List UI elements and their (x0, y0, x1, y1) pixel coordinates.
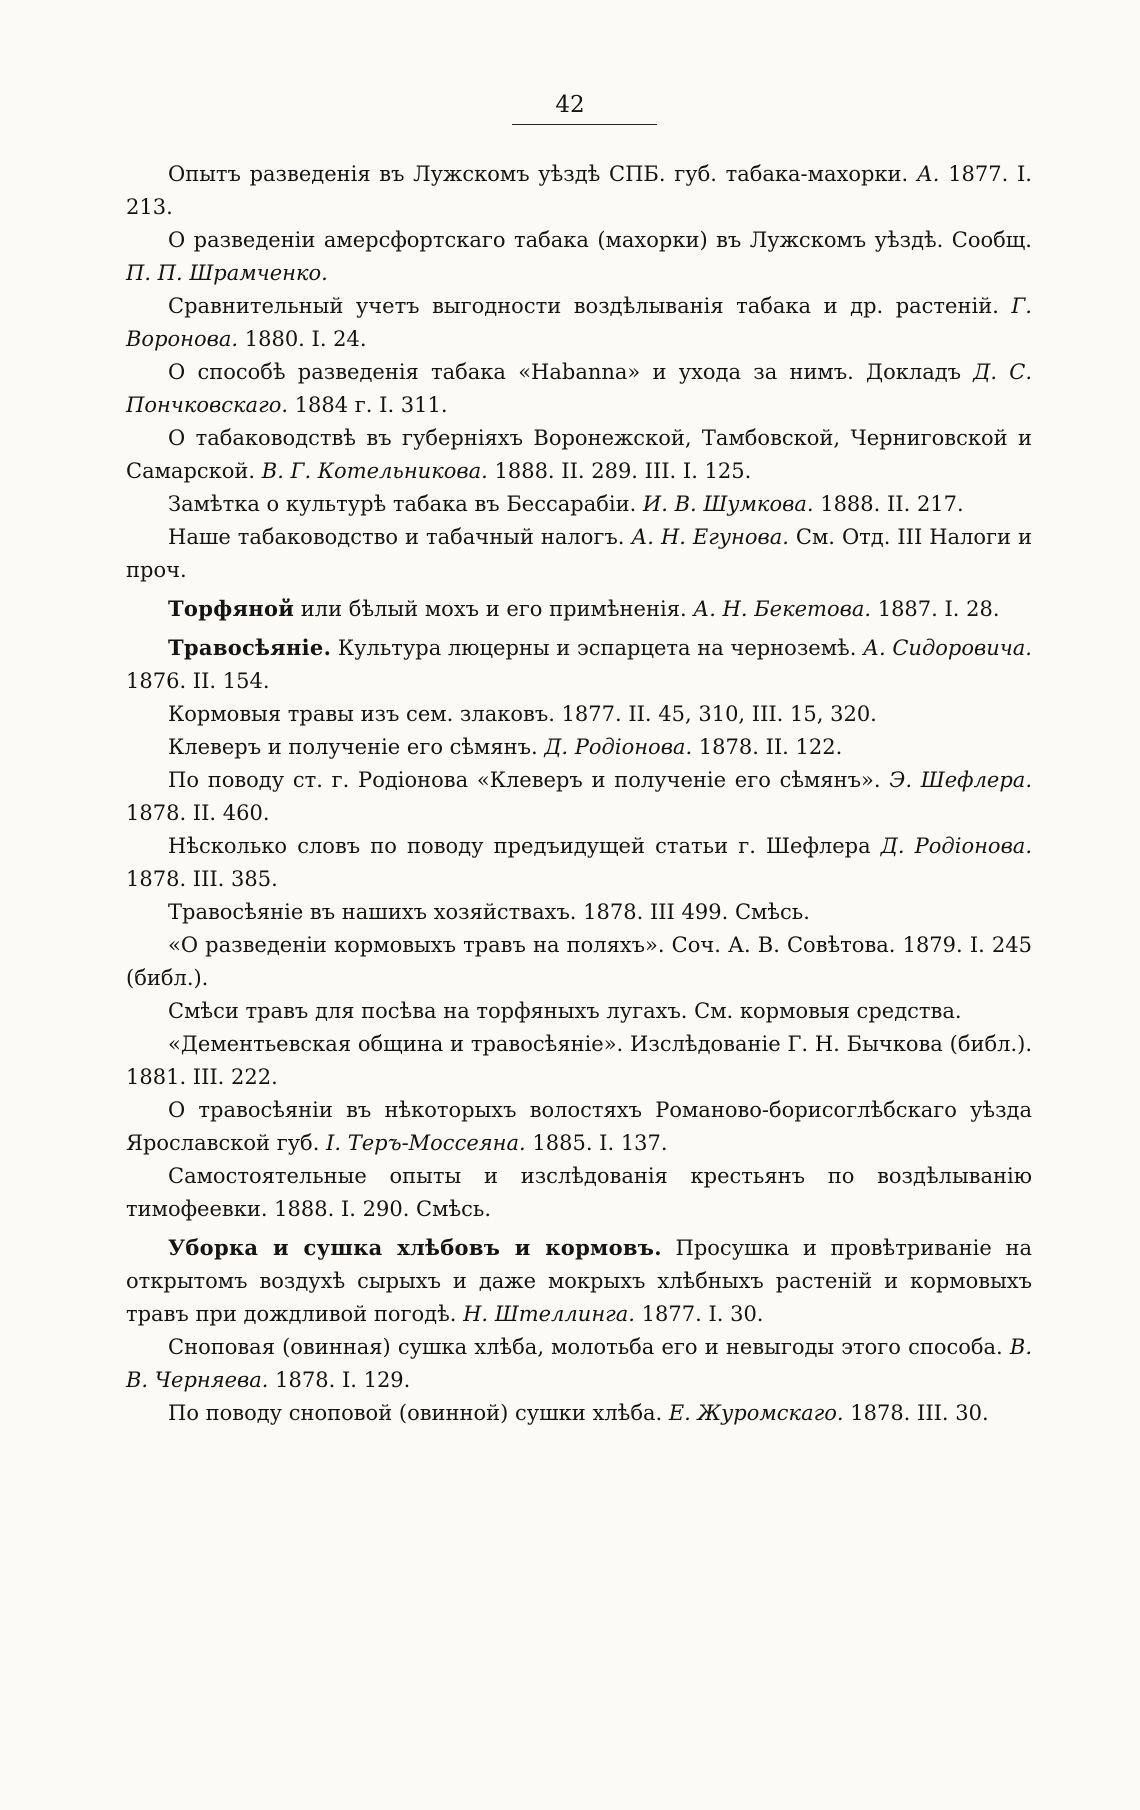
entry: О разведеніи амерсфортскаго табака (махорки) въ Лужскомъ уѣздѣ. Сообщ. П. П. Шрамченко. (126, 228, 1032, 285)
entry: О способѣ разведенія табака «Habanna» и ухода за нимъ. Докладъ Д. С. Пончковскаго. 1884 г. I. 311. (126, 360, 1032, 417)
entry: «О разведеніи кормовыхъ травъ на поляхъ». Соч. А. В. Совѣтова. 1879. I. 245 (библ.). (126, 933, 1032, 990)
section-heading: Травосѣяніе. (168, 635, 332, 660)
section-heading: Торфяной (168, 596, 295, 621)
entry: Наше табаководство и табачный налогъ. А. Н. Егунова. См. Отд. III Налоги и проч. (126, 525, 1032, 582)
entry: По поводу ст. г. Родіонова «Клеверъ и полученіе его сѣмянъ». Э. Шефлера. 1878. II. 460. (126, 768, 1033, 825)
entry: Кормовыя травы изъ сем. злаковъ. 1877. II. 45, 310, III. 15, 320. (168, 702, 877, 726)
entry-heading-section: Уборка и сушка хлѣбовъ и кормовъ. Просушка и провѣтриваніе на открытомъ воздухѣ сырыхъ и даже мокрыхъ хлѣбныхъ растеній и кормовыхъ травъ при дождливой погодѣ. Н. Штеллинга. 1877. I. 30. (126, 1235, 1032, 1326)
entry: Замѣтка о культурѣ табака въ Бессарабіи. И. В. Шумкова. 1888. II. 217. (168, 492, 964, 516)
entry: По поводу сноповой (овинной) сушки хлѣба. Е. Журомскаго. 1878. III. 30. (168, 1401, 989, 1425)
entry-heading-section: Травосѣяніе. Культура люцерны и эспарцета на черноземѣ. А. Сидоровича. 1876. II. 154. (126, 635, 1032, 693)
page-number: 42 (555, 92, 585, 118)
entry: «Дементьевская община и травосѣяніе». Изслѣдованіе Г. Н. Бычкова (библ.). 1881. III. 222. (126, 1032, 1032, 1089)
entry: О табаководствѣ въ губерніяхъ Воронежской, Тамбовской, Черниговской и Самарской. В. Г. Котельникова. 1888. II. 289. III. I. 125. (126, 426, 1032, 483)
entry: Сноповая (овинная) сушка хлѣба, молотьба его и невыгоды этого способа. В. В. Черняева. 1878. I. 129. (126, 1335, 1032, 1392)
bibliography-text (126, 158, 1032, 1430)
entry-heading-section: Торфяной или бѣлый мохъ и его примѣненія. А. Н. Бекетова. 1887. I. 28. (168, 596, 1000, 621)
entry: Клеверъ и полученіе его сѣмянъ. Д. Родіонова. 1878. II. 122. (168, 735, 843, 759)
section-heading: Уборка и сушка хлѣбовъ и кормовъ. (168, 1235, 662, 1260)
entry: Самостоятельные опыты и изслѣдованія крестьянъ по воздѣлыванію тимофеевки. 1888. I. 290. Смѣсь. (126, 1164, 1032, 1221)
entry: Опытъ разведенія въ Лужскомъ уѣздѣ СПБ. губ. табака-махорки. А. 1877. I. 213. (126, 162, 1032, 219)
header-rule (512, 124, 657, 125)
entry: Нѣсколько словъ по поводу предъидущей статьи г. Шефлера Д. Родіонова. 1878. III. 385. (126, 834, 1032, 891)
entry: Сравнительный учетъ выгодности воздѣлыванія табака и др. растеній. Г. Воронова. 1880. I. 24. (126, 294, 1032, 351)
entry: Смѣси травъ для посѣва на торфяныхъ лугахъ. См. кормовыя средства. (168, 999, 962, 1023)
entry: Травосѣяніе въ нашихъ хозяйствахъ. 1878. III 499. Смѣсь. (168, 900, 810, 924)
entry: О травосѣяніи въ нѣкоторыхъ волостяхъ Романово-борисоглѣбскаго уѣзда Ярославской губ. I. Теръ-Моссеяна. 1885. I. 137. (126, 1098, 1032, 1155)
